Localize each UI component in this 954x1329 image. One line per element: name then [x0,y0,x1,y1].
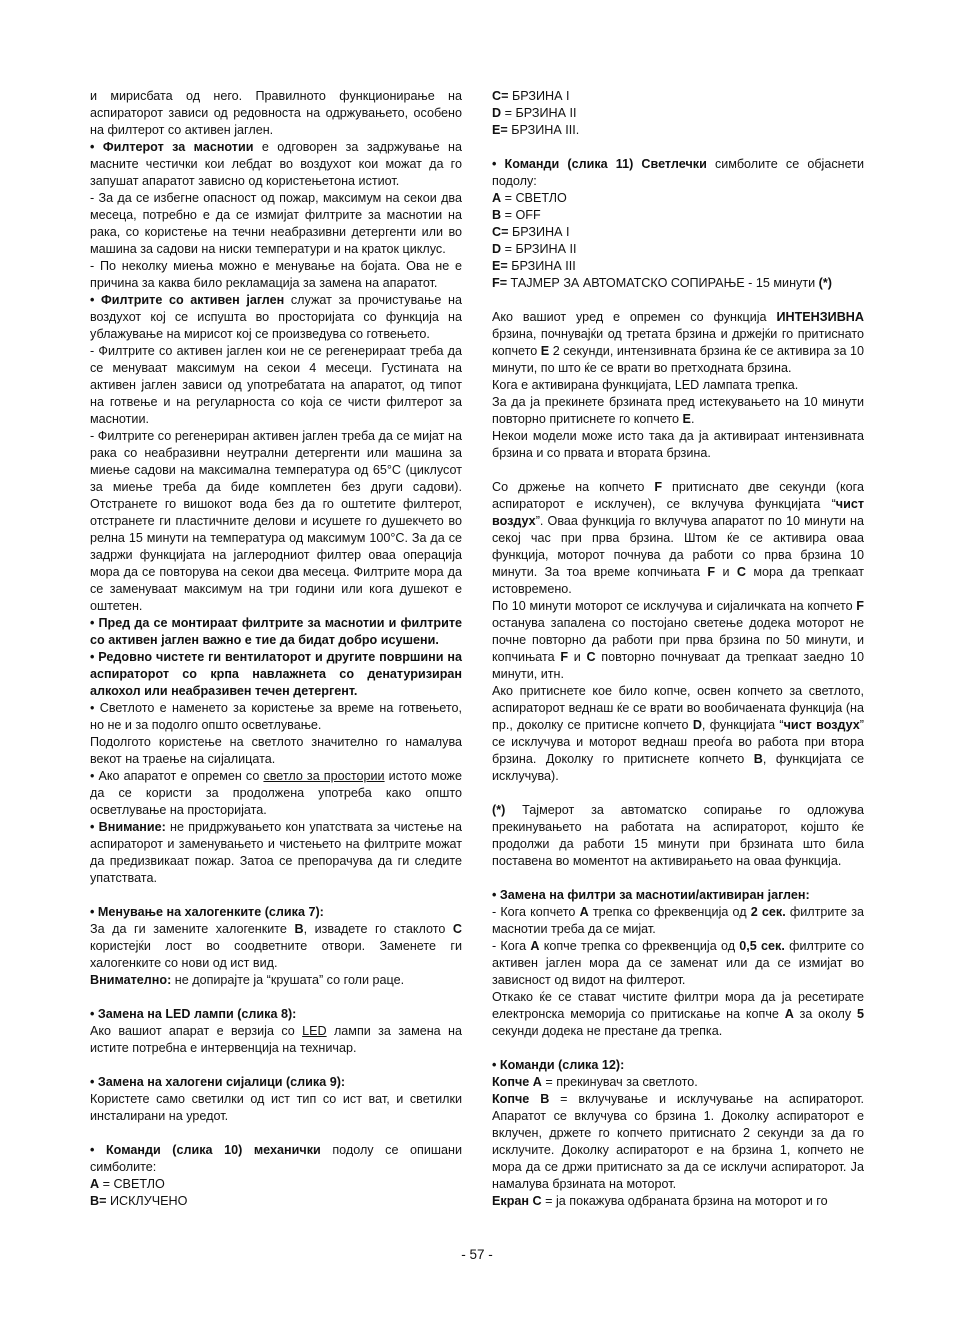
bold-text: A [492,191,502,205]
bold-text: Копче A [492,1075,542,1089]
text-run: брзина, почнувајќи од третата брзина и држејќи го притиснато копчето [492,327,864,358]
bold-text: • Команди (слика 10) механички [90,1143,321,1157]
text-run: и мирисбата од него. Правилното функционирање на аспираторот зависи од редовноста на одржувањето, особено на филтерот со активен јаглен. [90,89,462,137]
paragraph [492,683,864,785]
text-run: = ја покажува одбраната брзина на моторот и го [541,1194,828,1208]
paragraph [492,224,864,241]
text-run: секунди додека не престане да трепка. [492,1024,723,1038]
paragraph-spacer [492,870,864,887]
text-run: служат за прочистување на воздухот кој се испушта во просторијата со функција на ублажување на мирисот кој се произведува со готвењето. [90,293,462,341]
bold-text: 2 сек. [750,905,786,919]
underlined-text: светло за простории [263,769,385,783]
paragraph [90,1176,462,1193]
paragraph [492,156,864,190]
bold-text: B [753,752,763,766]
text-run: ” се исклучува и моторот веднаш преоѓа во работа при втора брзина. Доколку го притиснете копчето [492,718,864,766]
bold-text: (*) [492,803,506,817]
bold-text: A [90,1177,100,1191]
paragraph [492,105,864,122]
text-run: Тајмерот за автоматско сопирање го одложува прекинувањето на работата на аспираторот, којшто ќе продолжи да работи 15 минути при брзината што била поставена во моментот на активирањето на оваа функција. [492,803,864,868]
paragraph [492,887,864,904]
text-run: истото може да се користи за продолжена употреба како општо осветлување на просторијата. [90,769,462,817]
bold-text: C [452,922,462,936]
paragraph [90,428,462,615]
text-run: - Филтрите со активен јаглен кои не се регенерираат треба да се менуваат максимум на секои 4 месеци. Густината на активен јаглен зависи од употребатата на апаратот, од типот на готвење и на регуларноста со која се чисти филтерот за маснотии. [90,344,462,426]
text-run: подолу се опишани симболите: [90,1143,462,1174]
paragraph [90,904,462,921]
paragraph [90,819,462,887]
text-run: Подолгото користење на светлото значително го намалува векот на траење на сијалицата. [90,735,462,766]
bold-text: • Замена на LED лампи (слика 8): [90,1007,297,1021]
paragraph [492,88,864,105]
text-run: ИСКЛУЧЕНО [106,1194,188,1208]
bold-text: E= [492,259,508,273]
bold-text: E [540,344,550,358]
paragraph [90,1091,462,1125]
text-run: не придржувањето кон упатствата за чистење на аспираторот и заменувањето и чистењето на филтрите можат да предизвикаат пожар. Затоа се препорачува да ги следите упатствата. [90,820,462,885]
bold-text: F [654,480,663,494]
paragraph [492,1074,864,1091]
bold-text: A [530,939,540,953]
bold-text: • Редовно чистете ги вентилаторот и другите површини на аспираторот со крпа навлажнета со денатуризиран алкохол или неабразивен течен детергент. [90,650,462,698]
bold-text: C [586,650,596,664]
paragraph [492,309,864,377]
text-run: = вклучување и исклучување на аспираторот. Апаратот се вклучува со брзина 1. Доколку аспираторот е вклучен, држете го копчето притиснато 2 секунди за да го исклучите. Доколку аспираторот е на брзина 1, копчето не мора да се држи притиснато за да се исклучи аспираторот. Ја намалува брзината на моторот. [492,1092,864,1191]
paragraph [90,343,462,428]
text-run: филтрите за маснотии треба да се мијат. [492,905,864,936]
text-run: симболите се објаснети подолу: [492,157,865,188]
paragraph [492,377,864,394]
text-run: - За да се избегне опасност од пожар, максимум на секои два месеца, потребно е да се измијат филтрите за маснотии на рака, со користење на течни неабразивни детергенти или во машина за садови на ниски температури и на краток циклус. [90,191,462,256]
paragraph [492,207,864,224]
text-run: = прекинувач за светлото. [541,1075,698,1089]
bold-text: • Пред да се монтираат филтрите за маснотии и филтрите со активен јаглен важно е тие да бидат добро исушени. [90,616,462,647]
text-run: Ако вашиот апарат е верзија со [90,1024,303,1038]
text-run: . [690,412,695,426]
text-run: = БРЗИНА II [501,242,577,256]
text-run: - Кога копчето [492,905,580,919]
bold-text: C= [492,225,509,239]
paragraph [492,802,864,870]
bold-text: • Замена на халогени сијалици (слика 9): [90,1075,346,1089]
bold-text: 5 [856,1007,864,1021]
paragraph [492,190,864,207]
paragraph-spacer [90,887,462,904]
text-run: За да ги замените халогенките [90,922,295,936]
bold-text: D [692,718,702,732]
text-run: користејќи лост во соодветните отвори. Заменете ги халогенките со нови од ист вид. [90,939,462,970]
bold-text: E [682,412,691,426]
text-run: • Светлото е наменето за користење за време на готвењето, но не и за подолго општо осветлување. [90,701,462,732]
bold-text: A [579,905,589,919]
bold-text: Внимателно: [90,973,172,987]
paragraph-spacer [492,462,864,479]
text-run: , функцијата се исклучува). [492,752,865,783]
text-run: трепка со фреквенција од [588,905,751,919]
text-run: 2 секунди, интензивната брзина ќе се активира за 10 минути, по што ќе се врати во претходната брзина. [492,344,864,375]
paragraph [492,479,864,598]
bold-text: C [736,565,746,579]
paragraph [492,122,864,139]
text-run: Ако притиснете кое било копче, освен копчето за светлото, аспираторот веднаш ќе се врати во вообичаената функција (на пр., доколку се притисне копчето [492,684,864,732]
text-run: - Филтрите со регенериран активен јаглен треба да се мијат на рака со неабразивни неутрални детергенти или машина за миење садови на максимална температура од 65°C (циклусот за миење треба да биде комплетен без други садови). Отстранете го вишокот вода без да го оштетите филтерот, отстранете ги пластичните делови и исушете го душекчето во релна 15 минути на температура од максимум 100°C. За да се задржи функцијата на јаглеродниот филтер оваа операција мора да се повторува на секои два месеца. Филтрите мора да се заменуваат максимум на три години или кога душекот е оштетен. [90,429,462,613]
bold-text: C= [492,89,509,103]
text-run: останува запалена со постојано светење додека моторот не почне повторно да работи при прва брзина по 50 минути, и копчињата [492,616,864,664]
paragraph-spacer [492,292,864,309]
paragraph [90,1074,462,1091]
bold-text: ИНТЕНЗИВНА [776,310,864,324]
text-run: Откако ќе се стават чистите филтри мора да ја ресетирате електронска меморија со притискање на копче [492,990,864,1021]
text-run: Кога е активирана функцијата, LED лампата трепка. [492,378,799,392]
paragraph [90,972,462,989]
paragraph [492,428,864,462]
paragraph [90,1006,462,1023]
bold-text: • Менување на халогенките (слика 7): [90,905,324,919]
bold-text: • Команди (слика 12): [492,1058,625,1072]
paragraph [90,615,462,649]
text-run: = СВЕТЛО [501,191,567,205]
paragraph [90,921,462,972]
bold-text: B [492,208,502,222]
text-run: БРЗИНА III [507,259,576,273]
bold-text: чист воздух [492,497,864,528]
paragraph [492,989,864,1040]
right-column [492,88,864,1210]
bold-text: B= [90,1194,107,1208]
text-run: и [715,565,737,579]
paragraph [492,1193,864,1210]
text-run: филтрите со активен јаглен мора да се заменат или да се измијат во зависност од видот на филтерот. [492,939,864,987]
paragraph [492,904,864,938]
paragraph [90,139,462,190]
paragraph [492,938,864,989]
text-run: = OFF [501,208,541,222]
paragraph [492,1091,864,1193]
text-run: копче трепка со фреквенција од [539,939,740,953]
paragraph-spacer [90,1057,462,1074]
bold-text: F= [492,276,508,290]
text-run: ”. Оваа функција го вклучува апаратот по 10 минути на секој час при прва брзина. Штом ќе се активира оваа функција, моторот почнува да работи со прва брзина 10 минути. За тоа време копчињата [492,514,864,579]
bold-text: B [294,922,304,936]
paragraph-spacer [492,785,864,802]
paragraph [90,88,462,139]
text-run: = СВЕТЛО [99,1177,165,1191]
paragraph-spacer [90,989,462,1006]
text-run: Користете само светилки од ист тип со ист ват, и светилки инсталирани на уредот. [90,1092,462,1123]
text-run: лампи за замена на истите потребна е интервенција на техничар. [90,1024,462,1055]
bold-text: • Внимание: [90,820,166,834]
bold-text: чист воздух [783,718,860,732]
paragraph [492,241,864,258]
bold-text: • Филтрите со активен јаглен [90,293,285,307]
bold-text: Копче B [492,1092,550,1106]
text-run: , функцијата “ [701,718,784,732]
page-number: - 57 - [461,1247,493,1262]
bold-text: D [492,106,502,120]
bold-text: • Замена на филтри за маснотии/активиран јаглен: [492,888,810,902]
paragraph-spacer [90,1125,462,1142]
bold-text: (*) [818,276,832,290]
text-run: притиснато две секунди (кога аспираторот е исклучен), се вклучува функцијата “ [492,480,864,511]
bold-text: D [492,242,502,256]
bold-text: • Команди (слика 11) Светлечки [492,157,707,171]
paragraph [492,598,864,683]
paragraph [90,292,462,343]
text-run: БРЗИНА III. [507,123,580,137]
text-run: не допирајте ја “крушата” со голи раце. [171,973,405,987]
text-run: за околу [793,1007,857,1021]
paragraph [90,1142,462,1176]
bold-text: E= [492,123,508,137]
underlined-text: LED [302,1024,327,1038]
text-run: , извадете го стаклото [303,922,453,936]
text-run: За да ја прекинете брзината пред истекувањето на 10 минути повторно притиснете го копчето [492,395,864,426]
left-column [90,88,462,1210]
paragraph [90,1023,462,1057]
paragraph-spacer [492,1040,864,1057]
text-run: и [568,650,587,664]
paragraph [90,190,462,258]
bold-text: Екран C [492,1194,542,1208]
paragraph [90,700,462,734]
paragraph [90,768,462,819]
paragraph [90,258,462,292]
paragraph [492,275,864,292]
text-run: БРЗИНА I [508,89,570,103]
bold-text: F [560,650,569,664]
text-run: Ако вашиот уред е опремен со функција [492,310,777,324]
paragraph [492,258,864,275]
text-run: По 10 минути моторот се исклучува и сијаличката на копчето [492,599,857,613]
paragraph-spacer [492,139,864,156]
paragraph [90,1193,462,1210]
paragraph [90,734,462,768]
bold-text: F [707,565,716,579]
text-run: повторно почнуваат да трепкаат заедно 10 минути, итн. [492,650,864,681]
text-run: Со држење на копчето [492,480,655,494]
text-run: мора да трепкаат истовремено. [492,565,864,596]
bold-text: A [784,1007,794,1021]
text-run: е одговорен за задржување на масните честички кои лебдат во воздухот кои можат да го запушат апаратот зависно од користењетона истиот. [90,140,462,188]
text-run: - По неколку миења можно е менување на бојата. Ова не е причина за каква било рекламација за замена на апаратот. [90,259,462,290]
text-run: • Ако апаратот е опремен со [90,769,264,783]
bold-text: F [856,599,864,613]
bold-text: • Филтерот за маснотии [90,140,254,154]
bold-text: 0,5 сек. [739,939,785,953]
paragraph [492,394,864,428]
text-run: Некои модели може исто така да ја активираат интензивната брзина и со првата и втората брзина. [492,429,864,460]
text-run: БРЗИНА I [508,225,570,239]
text-run: ТАЈМЕР ЗА АВТОМАТСКО СОПИРАЊЕ - 15 минути [507,276,819,290]
text-run: - Кога [492,939,531,953]
paragraph [90,649,462,700]
text-run: = БРЗИНА II [501,106,577,120]
paragraph [492,1057,864,1074]
